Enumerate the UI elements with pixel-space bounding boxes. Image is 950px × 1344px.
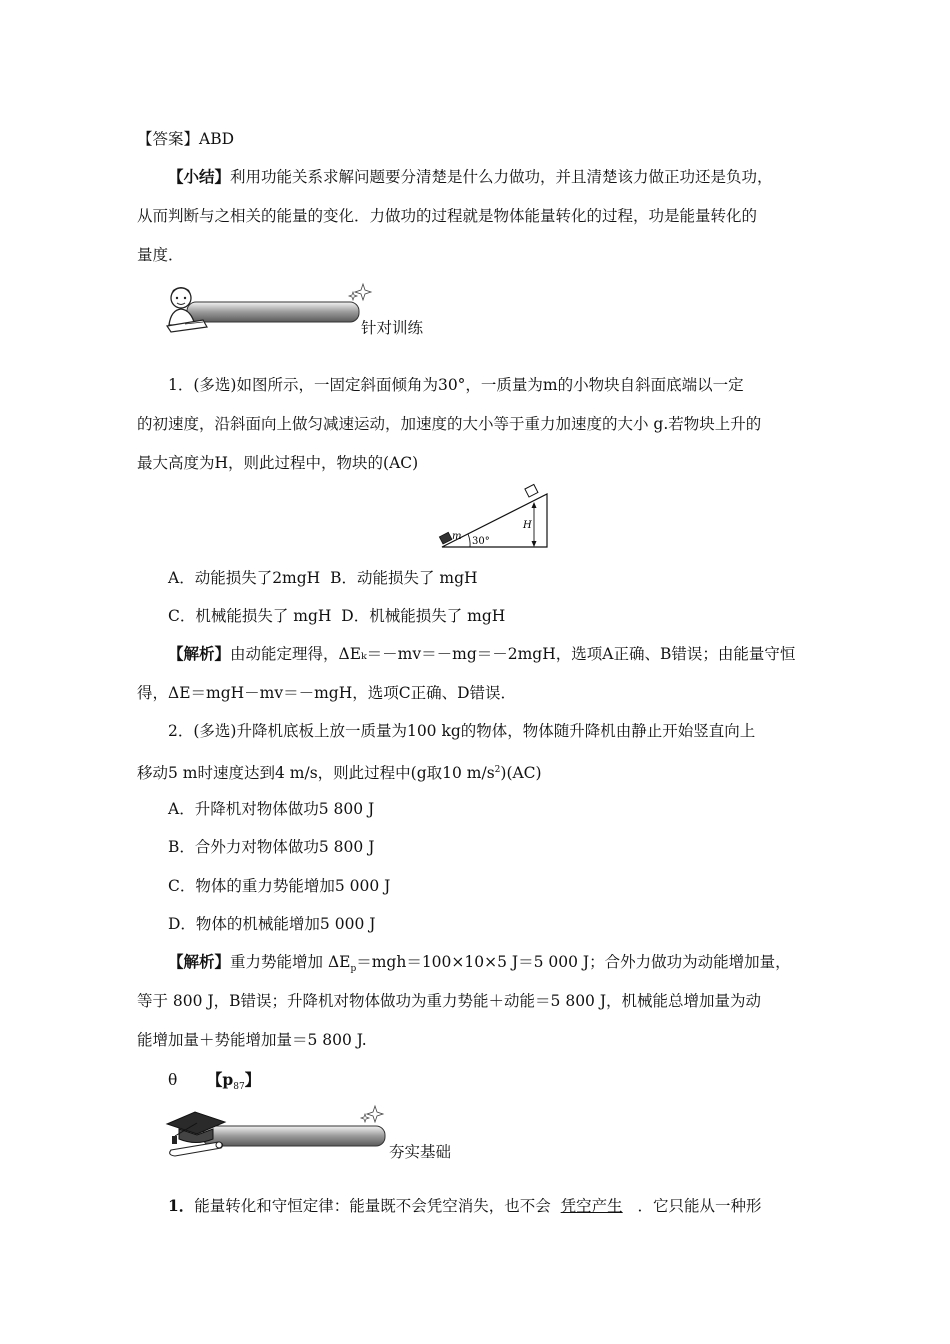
summary-tag: 【小结】	[168, 167, 231, 186]
graduation-cap-icon	[163, 1102, 395, 1162]
q1-line-3: 最大高度为H，则此过程中，物块的(AC)	[137, 454, 419, 472]
q2-option-c: C．物体的重力势能增加5 000 J	[168, 877, 391, 895]
q2-analysis-line-3: 能增加量＋势能增加量＝5 800 J.	[137, 1031, 367, 1049]
q2-analysis-line-1: 【解析】重力势能增加 $\Delta E_p=mgh=100\times 10\times 5$ J＝5 000 J；合外力做功为动能增加量，	[168, 952, 791, 975]
q2-line-1: 2．(多选)升降机底板上放一质量为100 kg的物体，物体随升降机由静止开始竖直向上	[168, 722, 756, 740]
q1-analysis-tag: 【解析】	[168, 644, 231, 663]
fill-blank-answer: 凭空产生	[560, 1197, 623, 1215]
q1-analysis-line-2: 得，ΔE＝mgH－mv＝－mgH，选项C正确、D错误．	[137, 684, 517, 702]
q1-line-1: 1．(多选)如图所示，一固定斜面倾角为30°，一质量为m的小物块自斜面底端以一定	[168, 376, 744, 394]
q1-options-ab	[168, 568, 848, 588]
answer-value: ABD	[199, 130, 235, 148]
q2-option-a: A．升降机对物体做功5 800 J	[168, 800, 375, 818]
q1-line-2: 的初速度，沿斜面向上做匀减速运动，加速度的大小等于重力加速度的大小 g.若物块上升的	[137, 415, 762, 433]
q1-option-a: A．动能损失了2mgH	[168, 569, 321, 587]
q2-analysis-line-2: 等于 800 J，B错误；升降机对物体做功为重力势能＋动能＝5 800 J，机械能总增加量为动	[137, 992, 762, 1010]
page-reference: θ 【$p_{87}$】	[168, 1070, 261, 1093]
incline-figure	[432, 482, 557, 552]
summary-line-2: 从而判断与之相关的能量的变化．力做功的过程就是物体能量转化的过程，功是能量转化的	[137, 207, 758, 225]
q1-option-b: B．动能损失了 mgH	[330, 569, 478, 587]
summary-line-1: 【小结】利用功能关系求解问题要分清楚是什么力做功，并且清楚该力做正功还是负功，	[168, 167, 773, 186]
q1-analysis-line-1: 【解析】由动能定理得，ΔEₖ＝－mv＝－mg＝－2mgH，选项A正确、B错误；由能量守恒	[168, 644, 796, 663]
theta-symbol: θ	[168, 1071, 178, 1089]
answer-tag: 【答案】	[137, 130, 200, 148]
angle-label: 30°	[472, 536, 490, 547]
section-banner-training	[163, 280, 453, 340]
q2-option-b: B．合外力对物体做功5 800 J	[168, 838, 375, 856]
q1-options-cd	[168, 606, 848, 626]
mass-label: m	[452, 531, 462, 542]
section-banner-basics	[163, 1102, 463, 1164]
summary-line-3: 量度．	[137, 246, 184, 264]
basics-item-1: 1．能量转化和守恒定律：能量既不会凭空消失，也不会 凭空产生 ．它只能从一种形	[168, 1196, 762, 1215]
q2-option-d: D．物体的机械能增加5 000 J	[168, 915, 376, 933]
section-title-training: 针对训练	[361, 319, 424, 337]
q1-option-c: C．机械能损失了 mgH	[168, 607, 332, 625]
q2-analysis-tag: 【解析】	[168, 952, 231, 971]
height-label: H	[523, 520, 532, 531]
student-reading-icon	[163, 280, 393, 340]
q1-option-d: D．机械能损失了 mgH	[341, 607, 506, 625]
q2-line-2: 移动5 m时速度达到4 m/s，则此过程中(g取10 $m/s^2)(AC)$	[137, 764, 542, 783]
section-title-basics: 夯实基础	[389, 1143, 452, 1161]
answer-line	[137, 129, 817, 149]
